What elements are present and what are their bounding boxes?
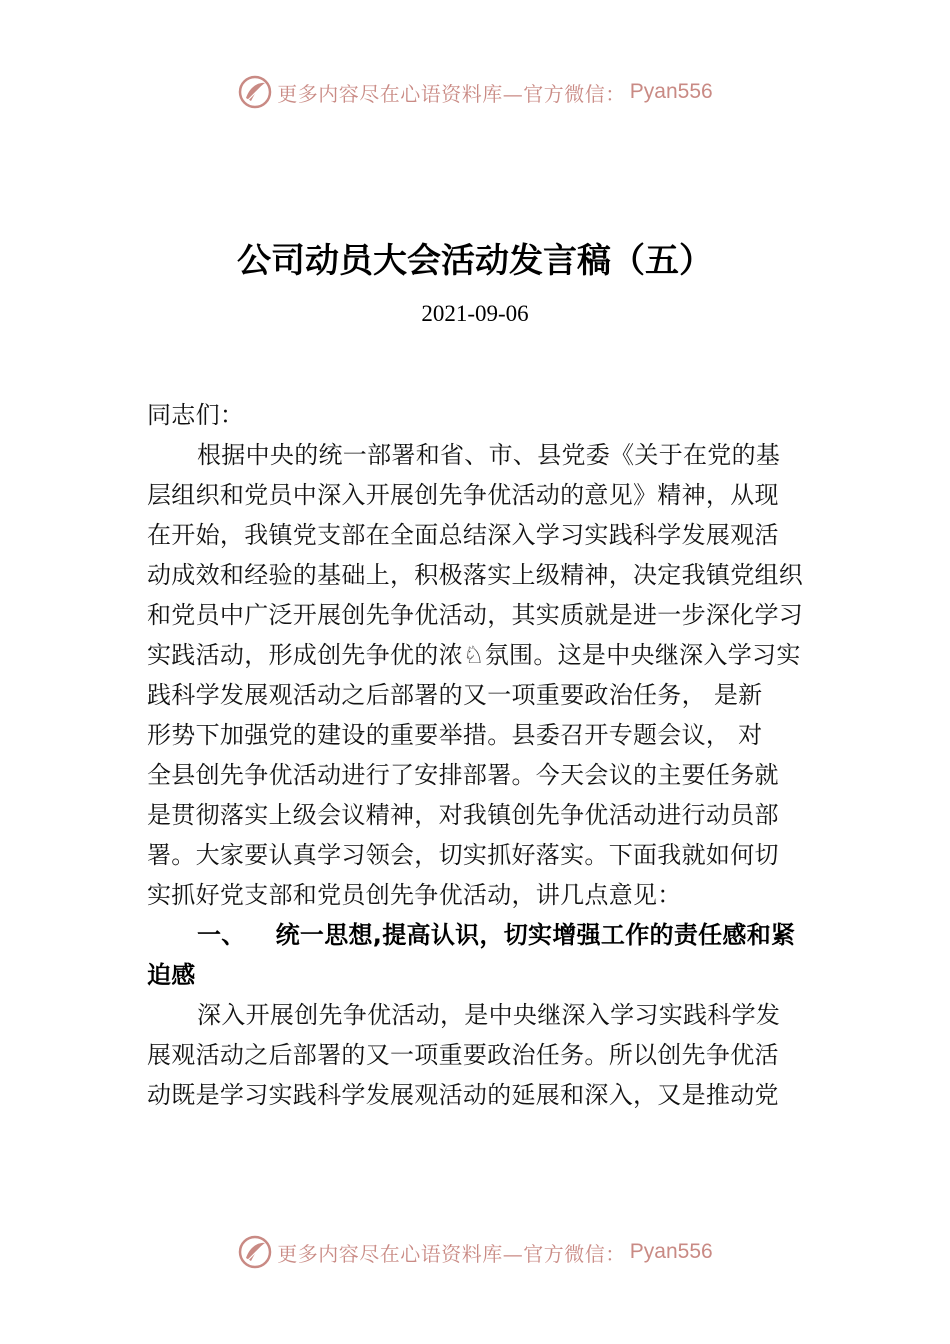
paragraph-line: 实践活动，形成创先争优的浓♘氛围。这是中央继深入学习实 (147, 641, 801, 669)
document-title: 公司动员大会活动发言稿（五） (237, 241, 713, 281)
section-number: 一、 (197, 921, 246, 949)
paragraph-line: 署。大家要认真学习领会，切实抓好落实。下面我就如何切 (147, 841, 779, 869)
paragraph-line: 实抓好党支部和党员创先争优活动，讲几点意见： (147, 881, 682, 909)
paragraph-line: 和党员中广泛开展创先争优活动，其实质就是进一步深化学习 (147, 601, 804, 629)
section-heading-1 (147, 915, 809, 995)
section-heading-text-cont: 迫感 (147, 961, 196, 989)
watermark-banner-bottom (0, 1232, 950, 1272)
document-date: 2021-09-06 (421, 301, 529, 326)
paragraph-line: 在开始，我镇党支部在全面总结深入学习实践科学发展观活 (147, 521, 779, 549)
paragraph-line: 动既是学习实践科学发展观活动的延展和深入，又是推动党 (147, 1081, 779, 1109)
paragraph-line: 展观活动之后部署的又一项重要政治任务。所以创先争优活 (147, 1041, 779, 1069)
paragraph-line: 全县创先争优活动进行了安排部署。今天会议的主要任务就 (147, 761, 779, 789)
paragraph-line: 形势下加强党的建设的重要举措。县委召开专题会议， 对 (147, 721, 763, 749)
watermark-wechat-id: Pyan556 (629, 1240, 713, 1263)
salutation: 同志们： (147, 401, 245, 429)
paragraph-line: 践科学发展观活动之后部署的又一项重要政治任务， 是新 (147, 681, 763, 709)
paragraph-line: 动成效和经验的基础上，积极落实上级精神，决定我镇党组织 (147, 561, 804, 589)
watermark-wechat-id: Pyan556 (629, 80, 713, 103)
paragraph-line: 层组织和党员中深入开展创先争优活动的意见》精神，从现 (147, 481, 779, 509)
paragraph-line: 深入开展创先争优活动，是中央继深入学习实践科学发 (197, 1001, 781, 1029)
section-heading-text: 统一思想,提高认识，切实增强工作的责任感和紧 (275, 921, 796, 949)
watermark-logo-icon (237, 1234, 273, 1270)
paragraph-2 (147, 995, 809, 1115)
paragraph-line: 是贯彻落实上级会议精神，对我镇创先争优活动进行动员部 (147, 801, 779, 829)
watermark-text: 更多内容尽在心语资料库—官方微信： (277, 1241, 626, 1266)
paragraph-line: 根据中央的统一部署和省、市、县党委《关于在党的基 (197, 441, 781, 469)
watermark-logo-icon (237, 74, 273, 110)
watermark-text: 更多内容尽在心语资料库—官方微信： (277, 81, 626, 106)
watermark-banner-top (0, 72, 950, 112)
document-body (147, 395, 809, 1115)
paragraph-1 (147, 435, 809, 915)
